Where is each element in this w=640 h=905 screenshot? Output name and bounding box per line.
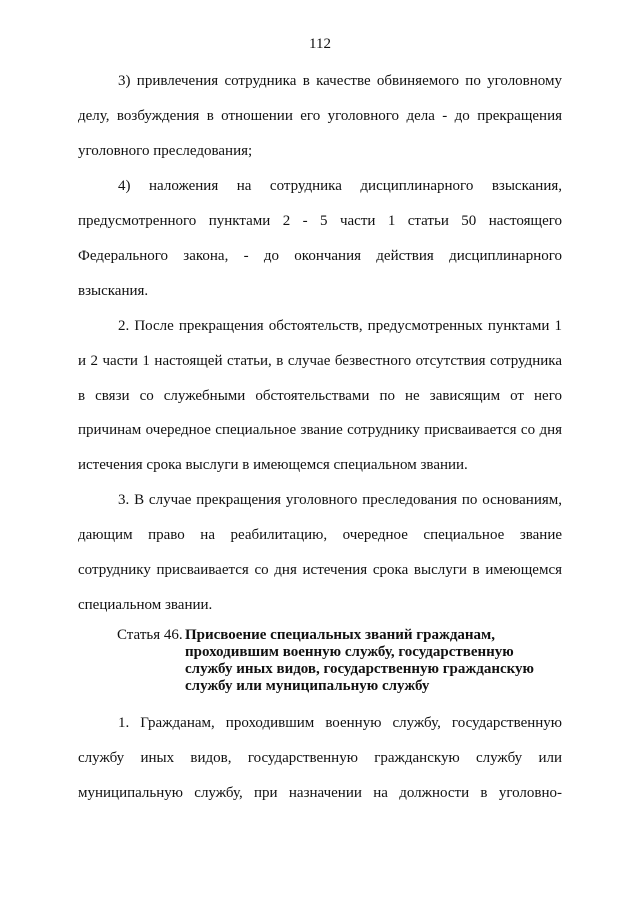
text-line: 2. После прекращения обстоятельств, предусмотренных пунктами 1 — [118, 318, 562, 334]
text-line: взыскания. — [78, 283, 149, 299]
text-line: в связи со служебными обстоятельствами по не зависящим от него — [78, 388, 562, 404]
article-title-line: службу или муниципальную службу — [185, 678, 430, 694]
article-label: Статья 46. — [117, 627, 183, 643]
text-line: уголовного преследования; — [78, 143, 253, 159]
article-title-line: службу иных видов, государственную гражданскую — [185, 661, 535, 677]
text-line: 4) наложения на сотрудника дисциплинарного взыскания, — [118, 178, 562, 194]
text-line: предусмотренного пунктами 2 - 5 части 1 статьи 50 настоящего — [78, 213, 562, 229]
text-line: истечения срока выслуги в имеющемся специальном звании. — [78, 457, 468, 473]
text-line: муниципальную службу, при назначении на должности в уголовно- — [78, 785, 562, 801]
text-line: 3. В случае прекращения уголовного преследования по основаниям, — [118, 492, 562, 508]
text-line: службу иных видов, государственную гражданскую службу или — [78, 750, 562, 766]
text-line: специальном звании. — [78, 597, 213, 613]
text-line: 3) привлечения сотрудника в качестве обвиняемого по уголовному — [118, 73, 562, 89]
text-line: Федерального закона, - до окончания действия дисциплинарного — [78, 248, 562, 264]
article-title-line: проходившим военную службу, государственную — [185, 644, 514, 660]
article-title-line: Присвоение специальных званий гражданам, — [185, 627, 496, 643]
text-line: сотруднику присваивается со дня истечения срока выслуги в имеющемся — [78, 562, 562, 578]
article-title — [185, 627, 545, 695]
text-line: делу, возбуждения в отношении его уголовного дела - до прекращения — [78, 108, 562, 124]
text-line: причинам очередное специальное звание сотруднику присваивается со дня — [78, 422, 562, 438]
page-number: 112 — [309, 36, 331, 52]
text-line: и 2 части 1 настоящей статьи, в случае безвестного отсутствия сотрудника — [78, 353, 562, 369]
text-line: 1. Гражданам, проходившим военную службу, государственную — [118, 715, 562, 731]
text-line: дающим право на реабилитацию, очередное специальное звание — [78, 527, 562, 543]
